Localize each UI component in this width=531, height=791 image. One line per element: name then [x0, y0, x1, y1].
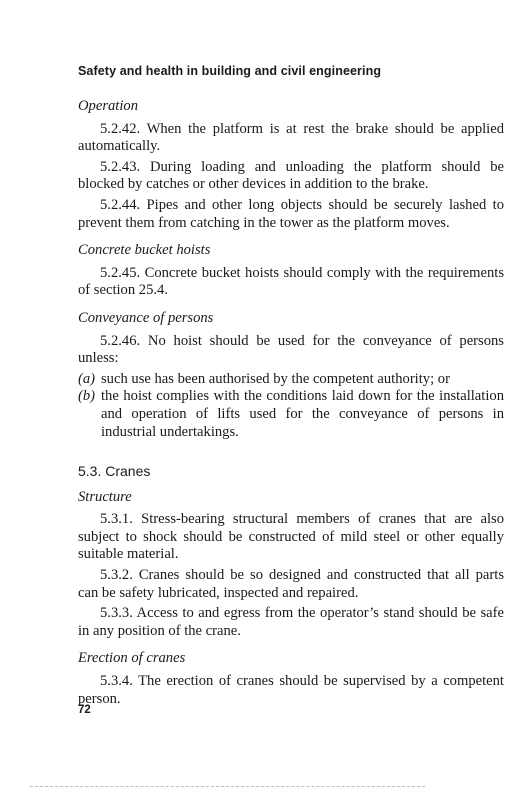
subheading-erection-of-cranes: Erection of cranes	[78, 650, 186, 667]
section-heading-cranes: 5.3. Cranes	[78, 463, 151, 480]
paragraph-5-2-45: 5.2.45. Concrete bucket hoists should comply with the requirements of section 25.4.	[78, 264, 504, 299]
page-number: 72	[78, 704, 91, 716]
paragraph-5-2-42: 5.2.42. When the platform is at rest the brake should be applied automatically.	[78, 120, 504, 155]
running-head: Safety and health in building and civil engineering	[78, 64, 382, 78]
subheading-conveyance-of-persons: Conveyance of persons	[78, 309, 214, 326]
list-item-text: such use has been authorised by the competent authority; or	[101, 370, 450, 387]
paragraph-5-3-2: 5.3.2. Cranes should be so designed and constructed that all parts can be safety lubricated, inspected and repaired.	[78, 567, 504, 601]
list-item-text: the hoist complies with the conditions laid down for the installation and operation of lifts used for the conveyance of persons in industrial undertakings.	[101, 388, 504, 440]
page-body	[78, 98, 504, 711]
paragraph-5-3-1: 5.3.1. Stress-bearing structural members of cranes that are also subject to shock should be constructed of mild steel or other equally suitable material.	[78, 511, 504, 563]
subheading-concrete-bucket-hoists: Concrete bucket hoists	[78, 242, 211, 259]
scan-edge-line	[30, 786, 425, 787]
paragraph-5-3-3: 5.3.3. Access to and egress from the operator’s stand should be safe in any position of the crane.	[78, 605, 504, 639]
list-marker: (a)	[78, 370, 96, 387]
subheading-structure: Structure	[78, 488, 132, 505]
paragraph-5-3-4: 5.3.4. The erection of cranes should be supervised by a competent person.	[78, 673, 504, 707]
paragraph-5-2-43: 5.2.43. During loading and unloading the platform should be blocked by catches or other devices in addition to the brake.	[78, 158, 504, 193]
list-item	[78, 371, 504, 389]
paragraph-5-2-46: 5.2.46. No hoist should be used for the conveyance of persons unless:	[78, 332, 504, 367]
paragraph-5-2-44: 5.2.44. Pipes and other long objects should be securely lashed to prevent them from catching in the tower as the platform moves.	[78, 196, 504, 231]
subheading-operation: Operation	[78, 98, 138, 114]
list-marker: (b)	[78, 388, 96, 405]
list-item	[78, 388, 504, 441]
